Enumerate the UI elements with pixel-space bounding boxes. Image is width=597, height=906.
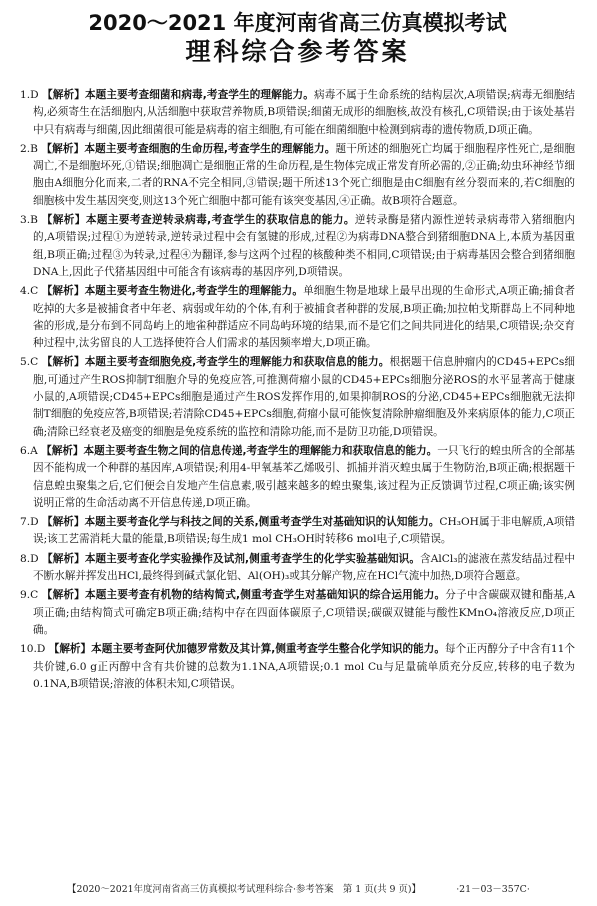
analysis-tag: 【解析】 (42, 552, 85, 565)
answer-number: 10.D (20, 643, 46, 656)
answer-lead: 本题主要考查细胞的生命历程,考查学生的理解能力。 (84, 142, 336, 155)
answer-key-title: 理科综合参考答案 (185, 37, 410, 66)
answer-item-10 (20, 641, 575, 693)
answer-item-2 (20, 141, 575, 210)
answer-number: 5.C (20, 356, 39, 369)
analysis-tag: 【解析】 (42, 516, 85, 529)
analysis-tag: 【解析】 (41, 589, 85, 602)
answer-number: 1.D (20, 89, 39, 101)
answer-body: 病毒不属于生命系统的结构层次,A项错误;病毒无细胞结构,必须寄生在活细胞内,从活细胞中获取营养物质,B项错误;细菌无成形的细胞核,故没有核孔,C项错误;由于该处基岩中只有病毒与细菌,因此细菌很可能是病毒的宿主细胞,有可能在细菌细胞中检测到病毒的遗传物质,D项正确。 (33, 89, 575, 136)
answer-lead: 本题主要考查化学与科技之间的关系,侧重考查学生对基础知识的认知能力。 (84, 516, 440, 529)
answer-item-4 (20, 283, 575, 352)
analysis-tag: 【解析】 (41, 285, 85, 298)
answer-item-8 (20, 551, 575, 586)
answer-body: 逆转录酶是猪内源性逆转录病毒带入猪细胞内的,A项错误;过程①为逆转录,逆转录过程中会有氢键的形成,过程②为病毒DNA整合到猪细胞DNA上,本质为基因重组,B项正确;过程③为转录,过程④为翻译,参与这两个过程的核酸种类不相同,C项错误;由于病毒基因会整合到猪细胞DNA上,因此子代猪基因组中可能含有该病毒的基因序列,D项错误。 (33, 214, 576, 278)
page-footer (0, 884, 597, 896)
footer-text: 【2020～2021年度河南省高三仿真模拟考试理科综合·参考答案 第 1 页(共 9 页)】 (67, 884, 417, 895)
analysis-tag: 【解析】 (41, 356, 85, 369)
answer-number: 8.D (20, 552, 39, 565)
analysis-tag: 【解析】 (41, 142, 85, 155)
answer-body: 根据题干信息肿瘤内的CD45+EPCs细胞,可通过产生ROS抑制T细胞介导的免疫应答,可推测荷瘤小鼠的CD45+EPCs细胞分泌ROS的水平显著高于健康小鼠的,A项错误;CD45+EPCs细胞是通过产生ROS发挥作用的,如果抑制ROS的分泌,CD45+EPCs细胞就无法抑制T细胞的免疫应答,B项错误;若清除CD45+EPCs细胞,荷瘤小鼠可能恢复清除肿瘤细胞及外来病原体的能力,C项正确;清除已经衰老及癌变的细胞是免疫系统的监控和清除功能,而不是防卫功能,D项错误。 (33, 356, 575, 438)
answer-item-5 (20, 354, 575, 440)
answer-lead: 本题主要考查化学实验操作及试剂,侧重考查学生的化学实验基础知识。 (84, 552, 421, 565)
answer-item-1 (20, 87, 575, 139)
answer-item-9 (20, 587, 575, 639)
answer-lead: 本题主要考查有机物的结构简式,侧重考查学生对基础知识的综合运用能力。 (84, 589, 446, 602)
answer-lead: 本题主要考查细胞免疫,考查学生的理解能力和获取信息的能力。 (84, 356, 390, 369)
answer-body: CH₃OH属于非电解质,A项错误;该工艺需消耗大量的能量,B项错误;每生成1 mol CH₃OH时转移6 mol电子,C项错误。 (33, 516, 575, 546)
answer-lead: 本题主要考查逆转录病毒,考查学生的获取信息的能力。 (85, 214, 355, 227)
answer-body: 含AlCl₃的滤液在蒸发结晶过程中不断水解并挥发出HCl,最终得到碱式氯化铝、Al(OH)₃或其分解产物,应在HCl气流中加热,D项符合题意。 (33, 552, 576, 583)
analysis-tag: 【解析】 (48, 643, 92, 656)
analysis-tag: 【解析】 (42, 89, 85, 101)
answer-lead: 本题主要考查生物之间的信息传递,考查学生的理解能力和获取信息的能力。 (83, 444, 438, 457)
answer-body: 分子中含碳碳双键和酯基,A项正确;由结构简式可确定B项正确;结构中存在四面体碳原子,C项错误;碳碳双键能与酸性KMnO₄溶液反应,D项正确。 (33, 589, 575, 636)
answer-lead: 本题主要考查阿伏加德罗常数及其计算,侧重考查学生整合化学知识的能力。 (91, 643, 445, 656)
answer-item-7 (20, 514, 575, 549)
answer-list (20, 87, 575, 693)
answer-item-3 (20, 212, 575, 281)
answer-number: 7.D (20, 516, 39, 529)
answer-lead: 本题主要考查生物进化,考查学生的理解能力。 (84, 285, 304, 298)
answer-body: 题干所述的细胞死亡均属于细胞程序性死亡,是细胞凋亡,不是细胞坏死,①错误;细胞凋亡是细胞正常的生命历程,是生物体完成正常发育所必需的,②正确;幼虫环神经节细胞由A细胞分化而来,二者的RNA不完全相同,③错误;题干所述13个死亡细胞是由C细胞有丝分裂而来的,若C细胞的细胞核中发生基因突变,则这13个死亡细胞中都可能有该突变基因,④正确。故B项符合题意。 (33, 142, 575, 207)
answer-body: 单细胞生物是地球上最早出现的生命形式,A项正确;捕食者吃掉的大多是被捕食者中年老、病弱或年幼的个体,有利于被捕食者种群的发展,B项正确;加拉帕戈斯群岛上不同种地雀的形成,是分布到不同岛屿上的地雀种群适应不同岛屿环境的结果,而不是它们之间共同进化的结果,C项错误;杂交育种过程中,汰劣留良的人工选择使符合人们需求的基因频率增大,D项正确。 (33, 285, 575, 350)
answer-number: 4.C (20, 285, 39, 298)
analysis-tag: 【解析】 (41, 444, 84, 457)
answer-body: 一只飞行的蝗虫所含的全部基因不能构成一个种群的基因库,A项错误;利用4-甲氧基苯乙烯吸引、抓捕并消灭蝗虫属于生物防治,B项正确;根据题干信息蝗虫聚集之后,它们便会自发地产生信息素,吸引越来越多的蝗虫聚集,该过程为正反馈调节过程,C项正确;该实例说明正常的生命活动离不开信息传递,D项正确。 (33, 444, 576, 509)
footer-code: ·21－03－357C· (456, 884, 530, 895)
answer-lead: 本题主要考查细菌和病毒,考查学生的理解能力。 (84, 89, 314, 101)
answer-number: 6.A (20, 444, 38, 457)
answer-number: 3.B (20, 214, 38, 227)
answer-body: 每个正丙醇分子中含有11个共价键,6.0 g正丙醇中含有共价键的总数为1.1NA,A项错误;0.1 mol Cu与足量硫单质充分反应,转移的电子数为0.1NA,B项错误;溶液的体积未知,C项错误。 (33, 643, 575, 690)
answer-number: 2.B (20, 142, 38, 155)
answer-item-6 (20, 443, 575, 512)
exam-title: 2020～2021 年度河南省高三仿真模拟考试 (88, 11, 507, 35)
answer-number: 9.C (20, 589, 39, 602)
analysis-tag: 【解析】 (41, 214, 86, 227)
